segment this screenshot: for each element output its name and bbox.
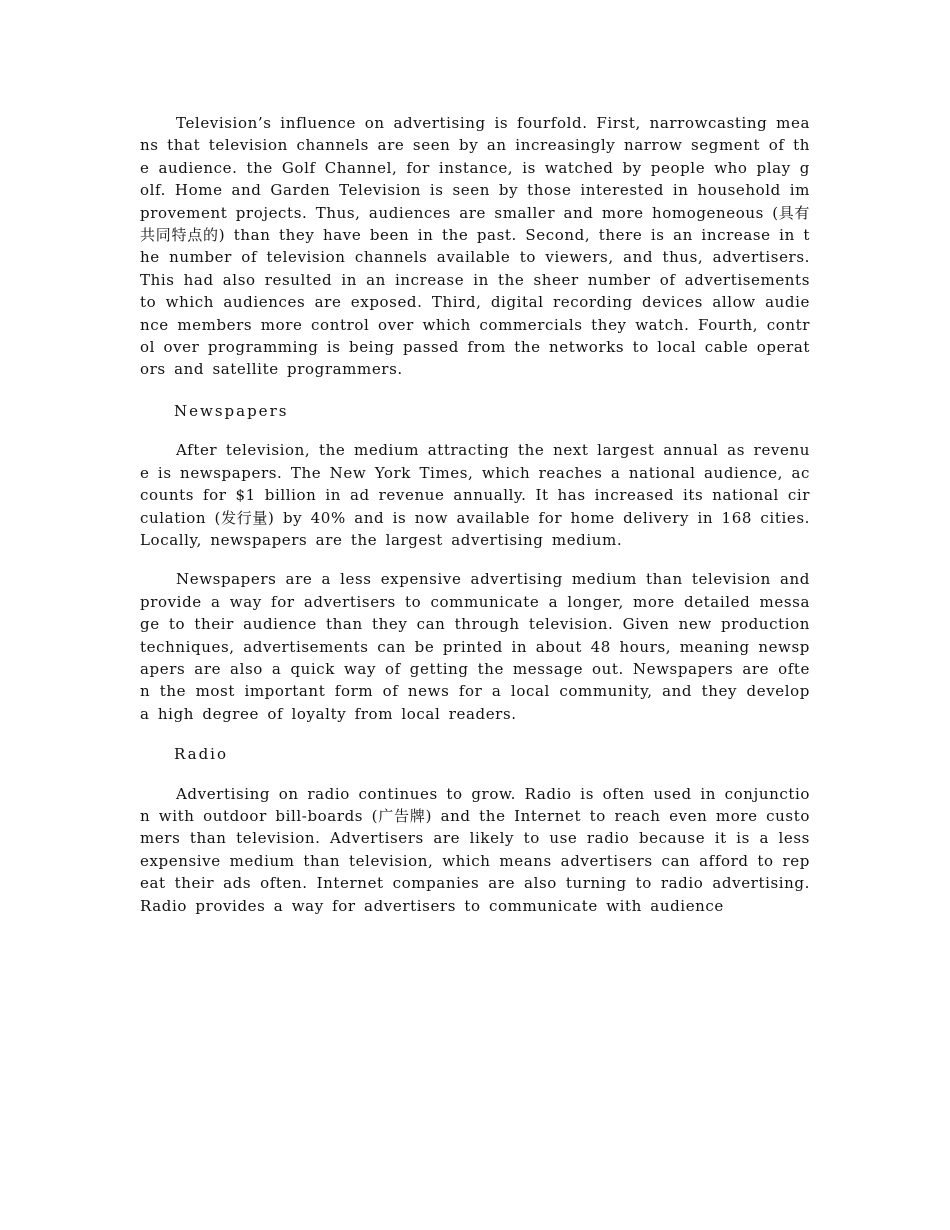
paragraph-television: Television’s influence on advertising is fourfold. First, narrowcasting means that television channels are seen by an increasingly narrow segment of the audience. the Golf Channel, for instance, is watched by people who play golf. Home and Garden Television is seen by those interested in household improvement projects. Thus, audiences are smaller and more homogeneous (具有共同特点的) than they have been in the past. Second, there is an increase in the number of television channels available to viewers, and thus, advertisers. This had also resulted in an increase in the sheer number of advertisements to which audiences are exposed. Third, digital recording devices allow audience members more control over which commercials they watch. Fourth, control over programming is being passed from the networks to local cable operators and satellite programmers. — [140, 114, 810, 379]
document-page — [140, 112, 810, 917]
paragraph-newspapers-revenue: After television, the medium attracting the next largest annual as revenue is newspapers. The New York Times, which reaches a national audience, accounts for $1 billion in ad revenue annually. It has increased its national circulation (发行量) by 40% and is now available for home delivery in 168 cities. Locally, newspapers are the largest advertising medium. — [140, 441, 810, 549]
section-heading-radio: Radio — [174, 745, 229, 764]
paragraph-newspapers-cost: Newspapers are a less expensive advertising medium than television and provide a way for advertisers to communicate a longer, more detailed message to their audience than they can through television. Given new production techniques, advertisements can be printed in about 48 hours, meaning newspapers are also a quick way of getting the message out. Newspapers are often the most important form of news for a local community, and they develop a high degree of loyalty from local readers. — [140, 570, 810, 723]
section-heading-newspapers: Newspapers — [174, 401, 289, 420]
paragraph-radio: Advertising on radio continues to grow. Radio is often used in conjunction with outdoor bill-boards (广告牌) and the Internet to reach even more customers than television. Advertisers are likely to use radio because it is a less expensive medium than television, which means advertisers can afford to repeat their ads often. Internet companies are also turning to radio advertising. Radio provides a way for advertisers to communicate with audience — [140, 784, 810, 915]
